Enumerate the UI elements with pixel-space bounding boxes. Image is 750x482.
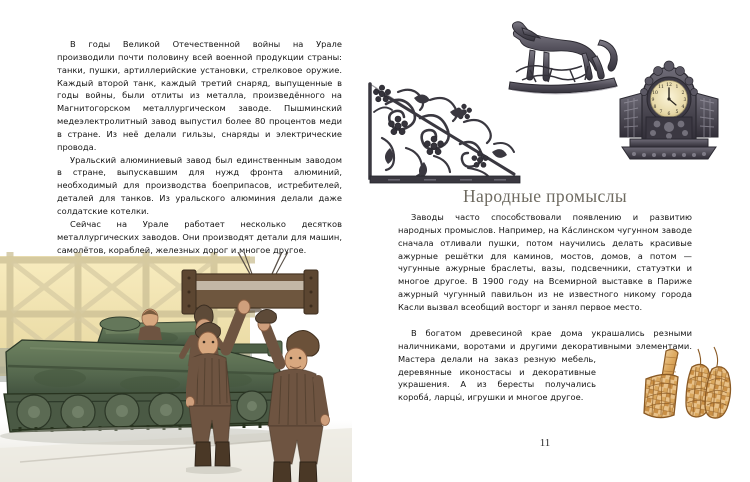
svg-text:5: 5 bbox=[675, 110, 679, 115]
clock-filigree-panel bbox=[646, 117, 692, 139]
svg-text:6: 6 bbox=[667, 112, 671, 117]
svg-text:12: 12 bbox=[666, 83, 672, 88]
birch-bark-bast-shoes bbox=[686, 347, 731, 418]
clock-dial bbox=[647, 77, 691, 121]
svg-text:8: 8 bbox=[653, 105, 657, 110]
bracket-rail bbox=[370, 176, 520, 183]
left-text-column bbox=[57, 38, 342, 256]
horse-figure bbox=[512, 22, 617, 81]
paragraph: Заводы часто способствовали появлению и развитию народных промыслов. Например, на Ка́слинском чугунном заводе сначала отливали пушки, потом научились делать красивые ажурные решётки для каминов, мостов, домов, а потом — чугунные ажурные браслеты, вазы, подсвечники, статуэтки и многое другое. В 1900 году на Всемирной выставке в Париже ажурный чугунный павильон из не известного никому города Касли вызвал всеобщий восторг и занял первое место. bbox=[398, 212, 692, 312]
svg-text:10: 10 bbox=[652, 91, 658, 96]
svg-text:7: 7 bbox=[659, 110, 663, 115]
svg-text:1: 1 bbox=[675, 85, 679, 90]
svg-text:11: 11 bbox=[658, 85, 664, 90]
right-text-column-lower bbox=[398, 327, 692, 411]
right-text-column-upper bbox=[398, 211, 692, 314]
cast-iron-clock-illustration bbox=[614, 55, 724, 165]
paragraph: В богатом древесиной крае дома украшались резными наличниками, воротами и другими декоративными элементами. Мастера делали на заказ резную мебель, деревянные иконостасы и декоративные украшения. А из бересты получались короба́, ларцы́, игрушки и многое другое. bbox=[398, 328, 692, 403]
paragraph: Сейчас на Урале работает несколько десятков металлургических заводов. Они производят детали для машин, самолётов, кораблей, железных дорог и многое другое. bbox=[57, 218, 342, 255]
worker-waving-cap bbox=[256, 309, 331, 482]
worker-reaching-up bbox=[186, 300, 250, 474]
page-number: 11 bbox=[539, 437, 551, 449]
clock-base bbox=[622, 139, 716, 159]
svg-text:4: 4 bbox=[681, 105, 685, 110]
section-heading: Народные промыслы bbox=[463, 186, 627, 206]
paragraph: Уральский алюминиевый завод был единственным заводом в стране, выпускавшим для нужд фронта алюминий, необходимый для производства боеприпасов, истребителей, деталей для танков. Из уральского алюминия делали даже солдатские котелки. bbox=[57, 154, 342, 216]
paragraph: В годы Великой Отечественной войны на Урале производили почти половину всей военной продукции страны: танки, пушки, артиллерийские установки, стрелковое оружие. Каждый второй танк, каждый третий снаряд, выпущенные в годы войны, были отлиты из металла, произведённого на Магнитогорском металлургическом заводе. Пышминский медеэлектролитный завод выпустил более 80 процентов меди в стране. Из неё делали гильзы, снаряды и электрические провода. bbox=[57, 39, 342, 152]
svg-text:3: 3 bbox=[683, 98, 687, 103]
svg-text:9: 9 bbox=[651, 98, 655, 103]
svg-text:2: 2 bbox=[681, 91, 685, 96]
cast-iron-bracket-illustration bbox=[368, 82, 528, 190]
factory-workers-illustration bbox=[186, 290, 356, 482]
